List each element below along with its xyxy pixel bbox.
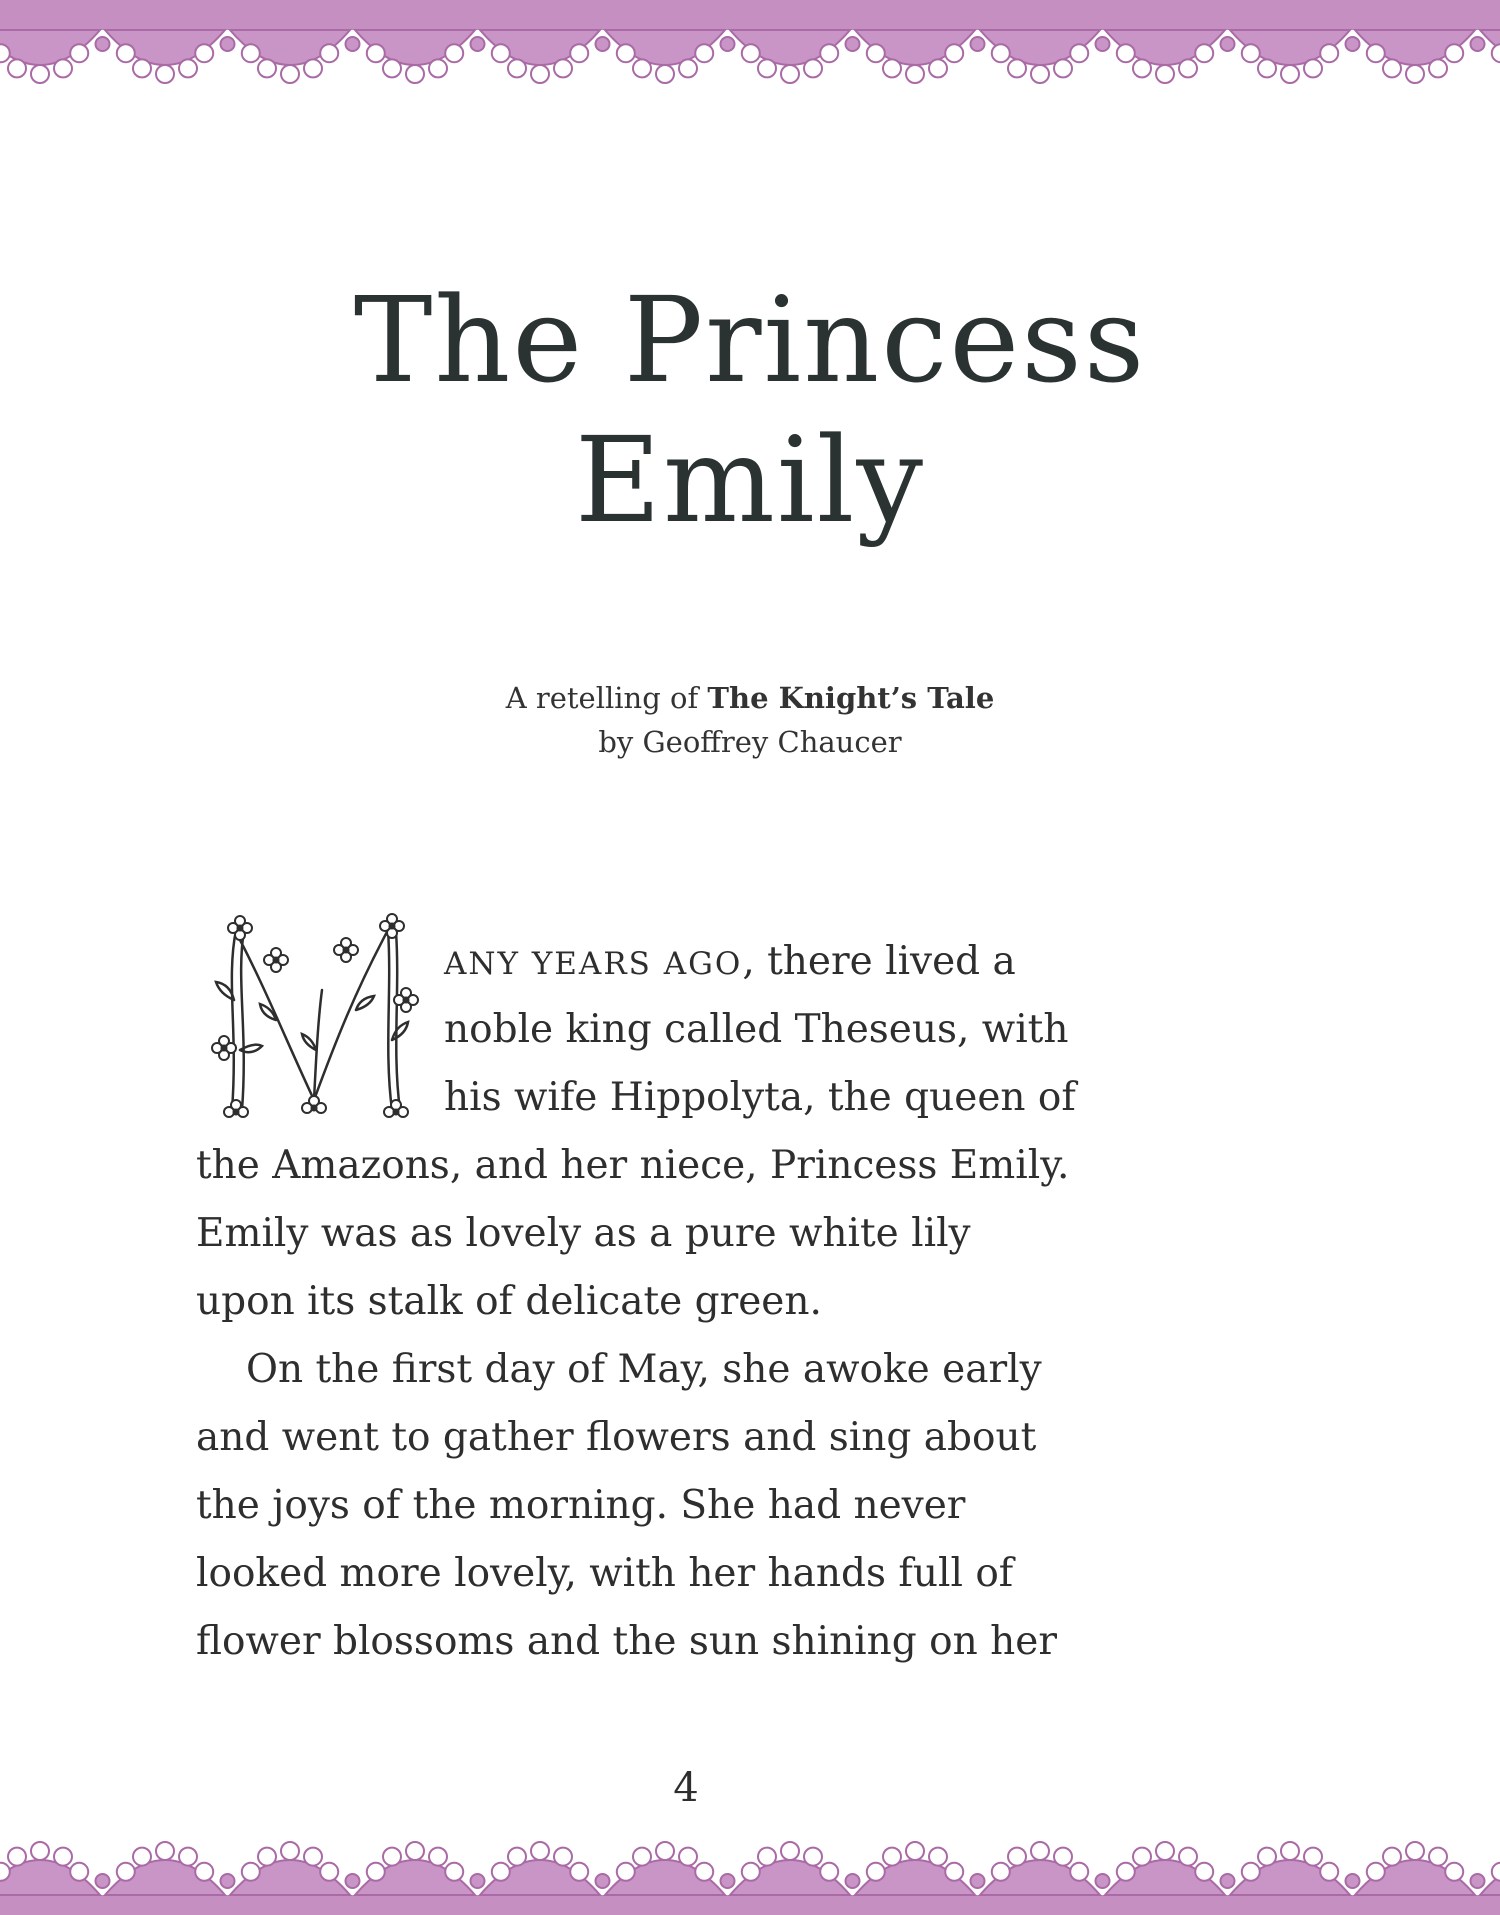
lace-bead [156,65,174,83]
lace-bead [367,44,385,62]
lace-bead [1031,65,1049,83]
page-number: 4 [673,1765,699,1811]
lace-bead [31,1842,49,1860]
retelling-prefix: A retelling of [505,681,708,715]
text-line: and went to gather flowers and sing about [196,1415,1037,1460]
lace-bead [1281,65,1299,83]
lace-bead [1492,44,1500,62]
lace-bead [54,1848,72,1866]
story-title-line-1: The Princess [353,271,1147,409]
lace-bead [1008,59,1026,77]
lace-bead [492,1863,510,1881]
text-line: his wife Hippolyta, the queen of [444,1075,1076,1120]
lace-bead [179,59,197,77]
lace-dot [1221,1874,1235,1888]
top-lace-border [0,0,1500,120]
text-line: the Amazons, and her niece, Princess Emily. [196,1143,1070,1188]
lace-dot [346,37,360,51]
lace-dot [971,37,985,51]
lace-dot [971,1874,985,1888]
lace-bead [0,44,10,62]
lace-bead [1195,1863,1213,1881]
body-text [196,1132,1256,1676]
floral-letter-m-icon [196,900,428,1132]
lace-bead [117,1863,135,1881]
lace-dot [846,37,860,51]
lace-dot [471,1874,485,1888]
lace-bead [695,1863,713,1881]
lace-bead [742,44,760,62]
lace-bead [992,44,1010,62]
lace-dot [1471,1874,1485,1888]
lace-dot [721,1874,735,1888]
lace-bead [531,65,549,83]
lace-dot [1096,37,1110,51]
lace-bead [1367,44,1385,62]
lace-bead [1117,1863,1135,1881]
lace-bead [1117,44,1135,62]
lace-dot [1471,37,1485,51]
lace-bead [1406,65,1424,83]
lace-bead [31,65,49,83]
lace-bead [383,1848,401,1866]
lace-bead [1156,65,1174,83]
lace-bead [70,44,88,62]
lace-bead [54,59,72,77]
lace-bead [281,65,299,83]
lace-bead [1156,1842,1174,1860]
story-subtitle [0,676,1500,764]
lace-dot [471,37,485,51]
lace-bead [304,59,322,77]
lace-bead [820,1863,838,1881]
lace-bead [1179,59,1197,77]
lace-dot [596,37,610,51]
lace-bead [617,1863,635,1881]
source-work-title: The Knight’s Tale [707,681,995,715]
lace-bead [304,1848,322,1866]
lace-bead [1304,59,1322,77]
lace-bead [633,1848,651,1866]
lace-bead [554,59,572,77]
lace-bead [1242,44,1260,62]
lace-bead [1429,59,1447,77]
lace-bead [906,1842,924,1860]
lace-dot [1096,1874,1110,1888]
lace-bead [195,44,213,62]
lace-bead [281,1842,299,1860]
lace-bead [429,59,447,77]
lace-dot [96,1874,110,1888]
lace-bead [1304,1848,1322,1866]
lace-bead [242,1863,260,1881]
lace-dot [96,37,110,51]
lace-bead [945,1863,963,1881]
lace-bead [445,44,463,62]
text-line: noble king called Theseus, with [444,1007,1069,1052]
lace-bead [0,1863,10,1881]
lace-bead [570,44,588,62]
lace-bead [8,1848,26,1866]
text-line [444,928,1204,996]
lace-bead [781,65,799,83]
lace-bead [820,44,838,62]
lace-bead [758,1848,776,1866]
lace-bead [383,59,401,77]
lace-bead [1070,44,1088,62]
lace-bead [1008,1848,1026,1866]
lace-bead [1383,1848,1401,1866]
lace-bead [1054,59,1072,77]
lace-bead [656,65,674,83]
lace-bead [508,59,526,77]
lace-dot [846,1874,860,1888]
lace-dot [221,1874,235,1888]
lace-dot [1346,1874,1360,1888]
text-line: upon its stalk of delicate green. [196,1279,822,1324]
text-line: flower blossoms and the sun shining on her [196,1619,1057,1664]
lace-bead [1133,59,1151,77]
text-line: On the first day of May, she awoke early [246,1347,1042,1392]
lace-bead [1031,1842,1049,1860]
lace-bead [867,44,885,62]
lace-bead [1281,1842,1299,1860]
lace-dot [221,37,235,51]
lace-bead [883,59,901,77]
story-title-line-2: Emily [574,411,926,549]
lace-bead [406,1842,424,1860]
lace-bead [1133,1848,1151,1866]
lace-bead [570,1863,588,1881]
lace-bead [945,44,963,62]
lace-bead [1242,1863,1260,1881]
lace-bead [320,44,338,62]
lace-bead [508,1848,526,1866]
lace-bead [70,1863,88,1881]
lace-bead [929,1848,947,1866]
bottom-lace-border [0,1795,1500,1915]
lace-bead [445,1863,463,1881]
lace-bead [1054,1848,1072,1866]
lace-bead [8,59,26,77]
lace-bead [367,1863,385,1881]
lace-bead [695,44,713,62]
lace-bead [1195,44,1213,62]
lace-bead [781,1842,799,1860]
lace-bead [1258,59,1276,77]
opening-lines [444,928,1204,1132]
lace-bead [633,59,651,77]
lace-bead [133,1848,151,1866]
lace-bead [1320,1863,1338,1881]
lace-bead [1320,44,1338,62]
text-line: looked more lovely, with her hands full of [196,1551,1014,1596]
lace-bead [258,1848,276,1866]
lace-bead [133,59,151,77]
lace-bead [758,59,776,77]
lace-bead [679,1848,697,1866]
lace-bead [992,1863,1010,1881]
lace-bead [242,44,260,62]
lace-bead [1429,1848,1447,1866]
lace-bead [156,1842,174,1860]
lace-bead [179,1848,197,1866]
lace-bead [531,1842,549,1860]
lace-bead [320,1863,338,1881]
text-line-rest: , there lived a [742,939,1016,984]
lace-bead [1070,1863,1088,1881]
lace-bead [429,1848,447,1866]
lace-bead [258,59,276,77]
lace-dot [1346,37,1360,51]
lace-bead [406,65,424,83]
lace-bead [1445,44,1463,62]
text-line: the joys of the morning. She had never [196,1483,966,1528]
text-line: Emily was as lovely as a pure white lily [196,1211,971,1256]
lace-bead [617,44,635,62]
lace-dot [596,1874,610,1888]
lace-dot [1221,37,1235,51]
lace-dot [346,1874,360,1888]
lace-bead [1445,1863,1463,1881]
lace-bead [1367,1863,1385,1881]
retelling-line [0,676,1500,720]
author-byline: by Geoffrey Chaucer [598,725,902,759]
lace-bead [195,1863,213,1881]
lace-bead [906,65,924,83]
opening-smallcaps: ANY YEARS AGO [444,946,743,982]
lace-bead [1258,1848,1276,1866]
lace-bead [554,1848,572,1866]
lace-bead [117,44,135,62]
lace-bead [656,1842,674,1860]
lace-bead [492,44,510,62]
lace-bead [1383,59,1401,77]
lace-bead [883,1848,901,1866]
lace-bead [867,1863,885,1881]
lace-bead [1406,1842,1424,1860]
lace-bead [1179,1848,1197,1866]
lace-bead [679,59,697,77]
lace-bead [1492,1863,1500,1881]
lace-bead [804,59,822,77]
lace-bead [929,59,947,77]
lace-bead [804,1848,822,1866]
lace-bead [742,1863,760,1881]
story-title [0,270,1500,550]
lace-dot [721,37,735,51]
